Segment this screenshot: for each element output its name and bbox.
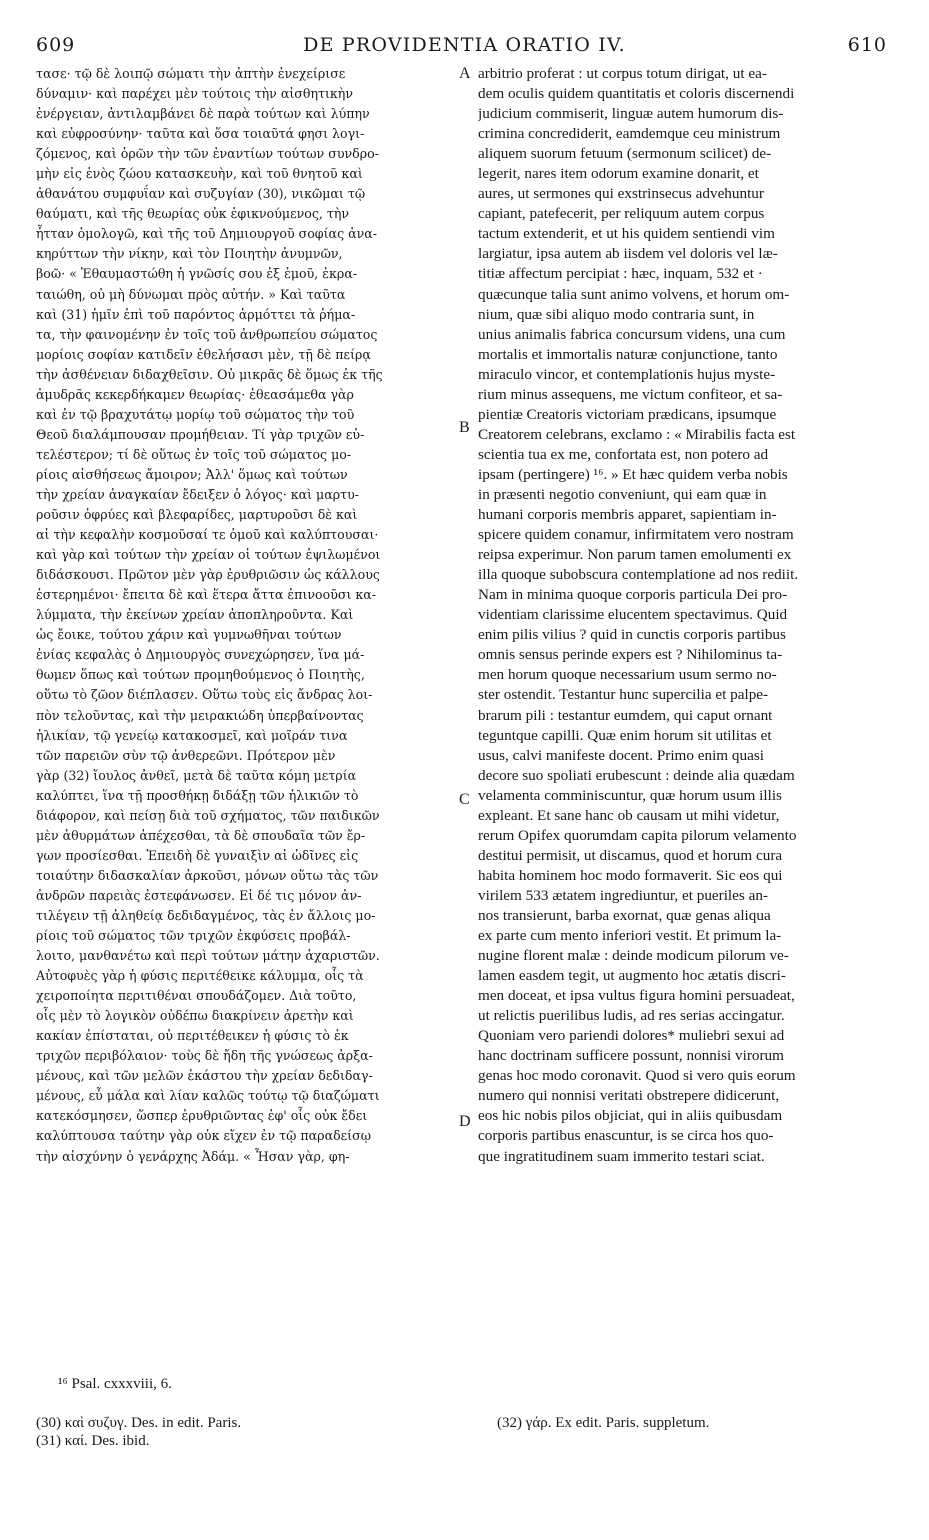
latin-text-line: omnis sensus perinde expers est ? Nihilominus ta- — [478, 646, 783, 664]
latin-text-line: Creatorem celebrans, exclamo : « Mirabilis facta est — [478, 425, 796, 443]
latin-text-line: tactum extenderit, et ut his quidem sentiendi vim — [478, 225, 775, 243]
latin-text-line: velamenta comminiscuntur, quæ horum usum illis — [478, 786, 782, 804]
greek-text-line: μὲν ἀθυρμάτων ἀπέχεσθαι, τὰ δὲ σπουδαῖα τῶν ἔρ- — [36, 827, 366, 843]
greek-text-line: ἀμυδρᾶς κεκερδήκαμεν θεωρίας· ἐθεασάμεθα γὰρ — [36, 386, 354, 402]
greek-text-line: δύναμιν· καὶ παρέχει μὲν τούτοις τὴν αἰσθητικὴν — [36, 86, 353, 102]
latin-text-line: decore suo spoliati erubescunt : deinde alia quædam — [478, 766, 795, 784]
greek-text-line: τῶν παρειῶν σὺν τῷ ἀνθερεῶνι. Πρότερον μὲν — [36, 747, 336, 763]
latin-text-line: judicium commiserit, linguæ autem humorum dis- — [478, 105, 784, 123]
latin-text-line: que ingratitudinem suam immerito testari sciat. — [478, 1147, 765, 1165]
latin-text-line: virilem 533 ætatem ingrediuntur, et pueriles an- — [478, 886, 768, 904]
latin-text-line: spicere quidem conamur, infirmitatem vero nostram — [478, 526, 794, 544]
latin-text-line: ster ostendit. Testantur hunc supercilia et palpe- — [478, 686, 769, 704]
greek-text-line: ρίοις τοῦ σώματος τῶν τριχῶν ἐκφύσεις προβάλ- — [36, 928, 351, 944]
margin-letter-b: B — [459, 419, 470, 436]
greek-text-line: γων προσίεσθαι. Ἐπειδὴ δὲ γυναιξὶν αἱ ὠδῖνες εἰς — [36, 847, 359, 863]
greek-text-line: βοῶ· « Ἐθαυμαστώθη ἡ γνῶσίς σου ἐξ ἐμοῦ, ἐκρα- — [36, 266, 358, 282]
latin-text-line: aliquem suorum fetuum (sermonum scilicet) de- — [478, 145, 772, 163]
greek-text-line: ἧτταν ὁμολογῶ, καὶ τῆς τοῦ Δημιουργοῦ σοφίας ἀνα- — [36, 226, 378, 242]
greek-text-column — [36, 64, 456, 1167]
latin-text-line: eos hic nobis pilos objiciat, qui in aliis quibusdam — [478, 1107, 783, 1125]
page-number-right: 610 — [847, 34, 887, 56]
greek-text-line: καὶ γὰρ καὶ τούτων τὴν χρείαν οἱ τούτων ἐψιλωμένοι — [36, 547, 381, 563]
latin-text-line: reipsa experimur. Non parum tamen emolumenti ex — [478, 546, 792, 564]
greek-text-line: αἱ τὴν κεφαλὴν κοσμοῦσαί τε ὁμοῦ καὶ καλύπτουσαι· — [36, 527, 379, 543]
latin-text-line: men doceat, et ipsa vultus figura homini persuadeat, — [478, 987, 795, 1005]
latin-text-line: scientia tua ex me, confortata est, non potero ad — [478, 445, 769, 463]
greek-text-line: ἐνέργειαν, ἀντιλαμβάνει δὲ παρὰ τούτων καὶ λύπην — [36, 106, 370, 122]
greek-text-line: καλύπτουσα ταύτην γὰρ οὐκ εἴχεν ἐν τῷ παραδείσῳ — [36, 1128, 371, 1144]
latin-text-line: dem oculis quidem quantitatis et coloris discernendi — [478, 85, 795, 103]
latin-text-line: rerum Opifex quorumdam capita pilorum velamento — [478, 826, 797, 844]
greek-text-line: οἷς μὲν τὸ λογικὸν οὐδέπω διακρίνειν ἀρετὴν καὶ — [36, 1008, 354, 1024]
latin-text-line: quæcunque talia sunt animo volvens, et horum om- — [478, 285, 790, 303]
greek-text-line: θαύματι, καὶ τῆς θεωρίας οὐκ ἐφικνούμενος, τὴν — [36, 206, 350, 222]
greek-text-line: γὰρ (32) ἴουλος ἀνθεῖ, μετὰ δὲ ταῦτα κόμη μετρία — [36, 767, 357, 783]
latin-text-line: destitui permisit, ut discamus, quod et horum cura — [478, 846, 783, 864]
latin-text-line: lamen easdem tegit, ut augmento hoc ætatis discri- — [478, 967, 786, 985]
greek-text-line: χειροποίητα περιτιθέναι σπουδάζομεν. Διὰ τοῦτο, — [36, 988, 357, 1004]
latin-text-line: nugine florent malæ : deinde modicum pilorum ve- — [478, 947, 789, 965]
latin-text-line: titiæ affectum percipiat : hæc, inquam, 532 et · — [478, 265, 763, 283]
footnote-32: (32) γάρ. Ex edit. Paris. suppletum. — [497, 1415, 710, 1431]
latin-text-line: humani corporis membris apparet, sapientiam in- — [478, 506, 777, 524]
greek-text-line: ἀθανάτου συμφυΐαν καὶ συζυγίαν (30), νικῶμαι τῷ — [36, 186, 366, 202]
latin-text-line: enim pilis vilius ? quid in cunctis corporis partibus — [478, 626, 786, 644]
margin-letter-d: D — [459, 1113, 471, 1130]
running-title: DE PROVIDENTIA ORATIO IV. — [303, 34, 626, 56]
latin-text-line: aures, ut sermones qui exstrinsecus advehuntur — [478, 185, 764, 203]
latin-text-line: brarum pili : testantur eumdem, qui caput ornant — [478, 706, 773, 724]
greek-text-line: θωμεν ὅπως καὶ τούτων προμηθούμενος ὁ Ποιητὴς, — [36, 667, 365, 683]
greek-text-line: μορίοις σοφίαν κατιδεῖν ἐθελήσασι μὲν, τῇ δὲ πείρᾳ — [36, 346, 371, 362]
greek-text-line: καὶ εὐφροσύνην· ταῦτα καὶ ὅσα τοιαῦτά φησι λογι- — [36, 126, 365, 142]
greek-text-line: λύμματα, τὴν ἐκείνων χρείαν ἀποπληροῦντα. Καὶ — [36, 607, 354, 623]
latin-text-column — [478, 64, 894, 1167]
greek-text-line: διδάσκουσι. Πρῶτον μὲν γὰρ ἐρυθριῶσιν ὡς κάλλους — [36, 567, 380, 583]
latin-text-line: habita hominem hoc modo formaverit. Sic eos qui — [478, 866, 783, 884]
latin-text-line: expleant. Et sane hanc ob causam ut mihi videtur, — [478, 806, 780, 824]
greek-text-line: κηρύττων τὴν νίκην, καὶ τὸν Ποιητὴν ἀνυμνῶν, — [36, 246, 343, 262]
greek-text-line: Αὐτοφυὲς γὰρ ἡ φύσις περιτέθεικε κάλυμμα, οἷς τὰ — [36, 968, 364, 984]
latin-text-line: usus, calvi manifeste docent. Primo enim quasi — [478, 746, 764, 764]
greek-text-line: ζόμενος, καὶ ὁρῶν τὴν τῶν ἐναντίων τούτων συνδρο- — [36, 146, 379, 162]
latin-text-line: genas hoc modo coronavit. Quod si vero quis eorum — [478, 1067, 796, 1085]
latin-text-line: videntiam clarissime elucentem spectavimus. Quid — [478, 606, 788, 624]
greek-text-line: πὸν τελοῦντας, καὶ τὴν μειρακιώδη ὑπερβαίνοντας — [36, 707, 364, 723]
footnote-30: (30) καὶ συζυγ. Des. in edit. Paris. — [36, 1415, 242, 1431]
greek-text-line: ἀνδρῶν παρειὰς ἐστεφάνωσεν. Εἰ δέ τις μόνον ἀν- — [36, 887, 362, 903]
greek-text-line: τοιαύτην διδασκαλίαν ἀρκοῦσι, μόνων οὕτω τὰς τῶν — [36, 867, 379, 883]
greek-text-line: τὴν αἰσχύνην ὁ γενάρχης Ἀδάμ. « Ἦσαν γὰρ, φη- — [36, 1148, 350, 1164]
greek-text-line: ἐνίας κεφαλὰς ὁ Δημιουργὸς συνεχώρησεν, ἵνα μά- — [36, 647, 365, 663]
latin-text-line: unius animalis fabrica concursum videns, una cum — [478, 325, 786, 343]
greek-text-line: καλύπτει, ἵνα τῇ προσθήκῃ διδάξῃ τῶν ἡλικιῶν τὸ — [36, 787, 359, 803]
greek-text-line: διάφορον, καὶ πείσῃ διὰ τοῦ σχήματος, τῶν παιδικῶν — [36, 807, 380, 823]
greek-text-line: Θεοῦ διαλάμπουσαν προμήθειαν. Τί γὰρ τριχῶν εὐ- — [36, 426, 365, 442]
footnote-scripture: ¹⁶ Psal. cxxxviii, 6. — [58, 1376, 172, 1392]
latin-text-line: crimina concrediderit, eamdemque ceu ministrum — [478, 125, 781, 143]
latin-text-line: illa quoque subobscura contemplatione ad nos rediit. — [478, 566, 799, 584]
latin-text-line: rium minus assequens, me victum confiteor, et sa- — [478, 385, 783, 403]
greek-text-line: τασε· τῷ δὲ λοιπῷ σώματι τὴν ἁπτὴν ἐνεχείρισε — [36, 66, 346, 81]
greek-text-line: ρίοις αἰσθήσεως ἄμοιρον; Ἀλλ' ὅμως καὶ τούτων — [36, 466, 348, 482]
latin-text-line: miraculo vincor, et contemplationis hujus myste- — [478, 365, 776, 383]
latin-text-line: ut relictis puerilibus ludis, ad res serias accingatur. — [478, 1007, 785, 1025]
margin-letter-c: C — [459, 791, 470, 808]
greek-text-line: ἡλικίαν, τῷ γενείῳ κατακοσμεῖ, καὶ μοῖράν τινα — [36, 727, 348, 743]
latin-text-line: nos transierunt, barba exornat, quæ genas aliqua — [478, 906, 771, 924]
greek-text-line: ροῦσιν ὀφρύες καὶ βλεφαρίδες, μαρτυροῦσι δὲ καὶ — [36, 507, 358, 523]
greek-text-line: ὡς ἔοικε, τούτου χάριν καὶ γυμνωθῆναι τούτων — [36, 627, 342, 643]
latin-text-line: Nam in minima quoque corporis particula Dei pro- — [478, 586, 788, 604]
page-number-left: 609 — [36, 34, 76, 56]
greek-text-line: καὶ (31) ἡμῖν ἐπὶ τοῦ παρόντος ἁρμόττει τὰ ῥήμα- — [36, 306, 356, 322]
greek-text-line: οὕτω τὸ ζῶον διέπλασεν. Οὕτω τοὺς εἰς ἄνδρας λοι- — [36, 687, 373, 703]
latin-text-line: ex parte cum mento inferiori vestit. Et primum la- — [478, 927, 782, 945]
footnote-31: (31) καί. Des. ibid. — [36, 1433, 150, 1449]
greek-text-line: μένους, εὖ μάλα καὶ λίαν καλῶς τούτῳ τῷ διαζώματι — [36, 1088, 380, 1104]
greek-text-line: καὶ ἐν τῷ βραχυτάτῳ μορίῳ τοῦ σώματος τὴν τοῦ — [36, 406, 355, 422]
latin-text-line: teguntque capilli. Quæ enim horum sit utilitas et — [478, 726, 772, 744]
latin-text-line: numero qui nonnisi veritati obstrepere didicerunt, — [478, 1087, 780, 1105]
latin-text-line: largiatur, ipsa autem ab iisdem vel doloris vel læ- — [478, 245, 778, 263]
greek-text-line: τὴν χρείαν ἀναγκαίαν ἔδειξεν ὁ λόγος· καὶ μαρτυ- — [36, 486, 360, 502]
greek-text-line: τριχῶν περιβόλαιον· τοὺς δὲ ἤδη τῆς γνώσεως ἀρξα- — [36, 1048, 373, 1064]
latin-text-line: nium, quæ sibi aliquo modo contraria sunt, in — [478, 305, 755, 323]
latin-text-line: arbitrio proferat : ut corpus totum dirigat, ut ea- — [478, 65, 767, 82]
latin-text-line: mortalis et immortalis naturæ conjunctione, tanto — [478, 345, 778, 363]
latin-text-line: corporis partibus enascuntur, is se circa hos quo- — [478, 1127, 774, 1145]
greek-text-line: μένους, καὶ τῶν μελῶν ἑκάστου τὴν χρείαν δεδιδαγ- — [36, 1068, 373, 1084]
greek-text-line: ταιώθη, οὐ μὴ δύνωμαι πρὸς αὐτήν. » Καὶ ταῦτα — [36, 286, 346, 302]
latin-text-line: legerit, nares item odorum examine donarit, et — [478, 165, 759, 183]
greek-text-line: μὴν εἰς ἑνὸς ζώου κατασκευὴν, καὶ τοῦ θνητοῦ καὶ — [36, 166, 363, 182]
greek-text-line: κατεκόσμησεν, ὥσπερ ἐρυθριῶντας ἐφ' οἷς οὐκ ἔδει — [36, 1108, 368, 1124]
latin-text-line: in præsenti negotio conveniunt, qui eam quæ in — [478, 485, 767, 503]
latin-text-line: hanc doctrinam sufficere possunt, nonnisi virorum — [478, 1047, 784, 1065]
greek-text-line: κακίαν ἐπίσταται, οὐ περιτέθεικεν ἡ φύσις τὸ ἐκ — [36, 1028, 349, 1044]
greek-text-line: λοιτο, μανθανέτω καὶ περὶ τούτων μάτην ἀχαριστῶν. — [36, 948, 380, 964]
greek-text-line: τελέστερον; τί δὲ οὕτως ἐν τοῖς τοῦ σώματος μο- — [36, 446, 352, 462]
latin-text-line: pientiæ Creatoris victoriam prædicans, ipsumque — [478, 405, 777, 423]
greek-text-line: ἐστερημένοι· ἔπειτα δὲ καὶ ἕτερα ἄττα ἐπινοοῦσι κα- — [36, 587, 377, 603]
margin-letter-a: A — [459, 65, 471, 82]
greek-text-line: τὴν ἀσθένειαν διδαχθεῖσιν. Οὐ μικρᾶς δὲ ὅμως ἐκ τῆς — [36, 366, 383, 382]
latin-text-line: capiant, patefecerit, per reliquum autem corpus — [478, 205, 765, 223]
latin-text-line: ipsam (pertingere) ¹⁶. » Et hæc quidem verba nobis — [478, 465, 788, 483]
latin-text-line: men horum quoque necessarium usum sermo no- — [478, 666, 777, 684]
greek-text-line: τα, τὴν φαινομένην ἐν τοῖς τοῦ ἀνθρωπείου σώματος — [36, 326, 378, 342]
running-header — [0, 34, 929, 64]
latin-text-line: Quoniam vero pariendi dolores* muliebri sexui ad — [478, 1027, 785, 1045]
greek-text-line: τιλέγειν τῇ ἀληθείᾳ δεδιδαγμένος, τὰς ἐν ἄλλοις μο- — [36, 907, 376, 923]
